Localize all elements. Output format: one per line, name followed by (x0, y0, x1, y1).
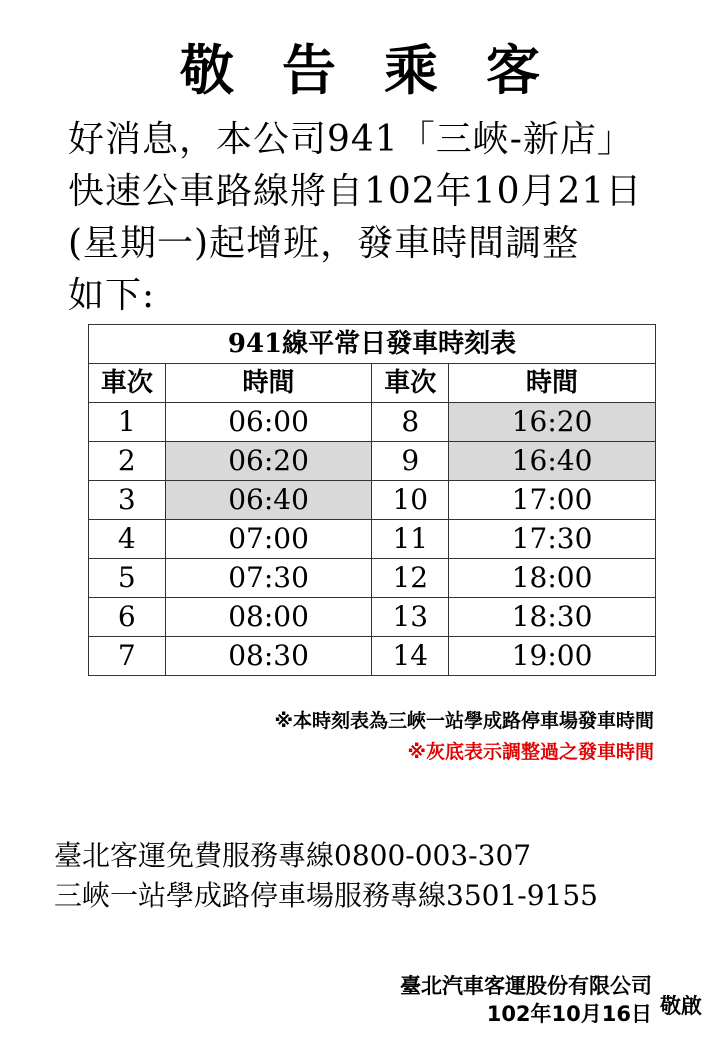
trip-number: 3 (89, 481, 166, 520)
trip-number: 10 (372, 481, 449, 520)
table-row (89, 559, 656, 598)
trip-number: 7 (89, 637, 166, 676)
trip-number: 11 (372, 520, 449, 559)
shading-note: ※灰底表示調整過之發車時間 (407, 741, 654, 763)
timetable-caption-row (89, 325, 656, 364)
trip-number: 4 (89, 520, 166, 559)
column-header-trip: 車次 (89, 364, 166, 403)
timetable-caption: 941線平常日發車時刻表 (89, 325, 656, 364)
trip-number: 9 (372, 442, 449, 481)
departure-time: 08:00 (165, 598, 372, 637)
trip-number: 6 (89, 598, 166, 637)
departure-time: 17:30 (449, 520, 656, 559)
table-row (89, 520, 656, 559)
station-hotline-text: 三峽一站學成路停車場服務專線3501-9155 (54, 879, 598, 912)
table-row (89, 637, 656, 676)
table-row (89, 481, 656, 520)
departure-time: 06:40 (165, 481, 372, 520)
departure-time: 16:20 (449, 403, 656, 442)
timetable (88, 324, 656, 676)
trip-number: 1 (89, 403, 166, 442)
announcement-line: (星期一)起增班，發車時間調整 (68, 223, 580, 264)
hotline-text: 臺北客運免費服務專線0800-003-307 (54, 839, 532, 872)
departure-time: 16:40 (449, 442, 656, 481)
column-header-time: 時間 (165, 364, 372, 403)
timetable-note: ※本時刻表為三峽一站學成路停車場發車時間 (274, 710, 654, 732)
announcement-text (68, 114, 708, 322)
contact-info (54, 836, 598, 916)
table-row (89, 442, 656, 481)
trip-number: 2 (89, 442, 166, 481)
departure-time: 07:00 (165, 520, 372, 559)
departure-time: 17:00 (449, 481, 656, 520)
announcement-line: 好消息，本公司941「三峽-新店」 (68, 119, 634, 160)
trip-number: 14 (372, 637, 449, 676)
departure-time: 07:30 (165, 559, 372, 598)
trip-number: 5 (89, 559, 166, 598)
timetable-header-row (89, 364, 656, 403)
company-name: 臺北汽車客運股份有限公司 (400, 974, 652, 998)
table-row (89, 598, 656, 637)
signature-block (400, 972, 652, 1028)
table-row (89, 403, 656, 442)
issue-date: 102年10月16日 (486, 1002, 652, 1026)
departure-time: 06:00 (165, 403, 372, 442)
announcement-line: 如下: (68, 275, 156, 316)
departure-time: 08:30 (165, 637, 372, 676)
departure-time: 18:30 (449, 598, 656, 637)
trip-number: 13 (372, 598, 449, 637)
column-header-time: 時間 (449, 364, 656, 403)
departure-time: 06:20 (165, 442, 372, 481)
page-title: 敬告乘客 (180, 39, 588, 102)
trip-number: 8 (372, 403, 449, 442)
column-header-trip: 車次 (372, 364, 449, 403)
announcement-line: 快速公車路線將自102年10月21日 (68, 171, 643, 212)
regards-text: 敬啟 (660, 994, 702, 1018)
trip-number: 12 (372, 559, 449, 598)
departure-time: 19:00 (449, 637, 656, 676)
departure-time: 18:00 (449, 559, 656, 598)
